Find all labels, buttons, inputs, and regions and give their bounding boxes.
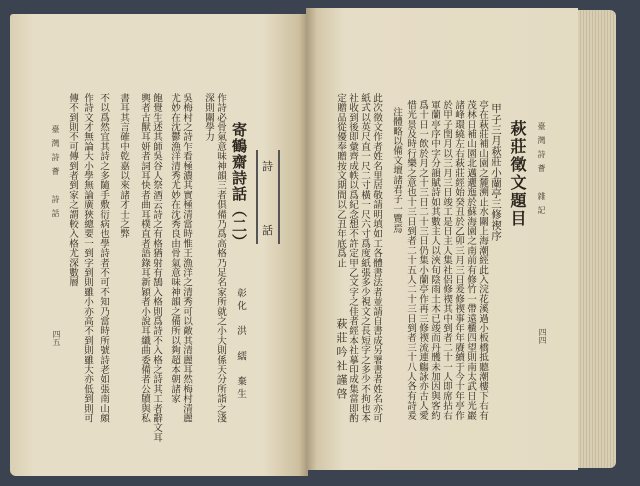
text-column: 亭在萩莊補山園之麓溯止水關上海潮經此入浣花溪過小板橋抵聽潮樓下右有 (477, 100, 488, 421)
text-column: 諸峰環繞左右萩莊經始癸丑於乙卯三月三日爰修禊事年年賡續于今十年亭作 (453, 100, 464, 421)
notice-column: 社收到後即彙齊成帙以爲紀念想不許定甲乙文字之佳者經本社摹印成集當即酌 (347, 93, 358, 423)
left-running-head: 臺灣詩薈 詩話 (51, 125, 60, 223)
notice-column: 紙式以英尺直一尺二寸橫一尺六寸爲度紙張多少視文之長短字之多少不拘也本 (359, 93, 370, 423)
text-column: 尤妙在沈鬱漁洋清秀尤妙在沈秀良由骨氣意味神韻之備所以夠超本朝諸家 (169, 93, 180, 404)
text-column: 於甲子閏月以三月三日竣工是日主人集社侶修禊其中到者二十一人即席拈右 (441, 100, 452, 421)
right-page-title: 萩莊徵文題目 (508, 120, 527, 228)
notice-column: 此次徵文作者姓名里居敬請明填如工各體書法者並請自書成另署書者姓名亦可 (371, 93, 382, 423)
text-column: 惜光景及時行樂之意也十三日到者二十五人二十三日到者三十八人各有詩爰 (405, 100, 416, 421)
section-label-box (256, 150, 280, 244)
text-column: 書耳其言確中乾嘉以來諸才士之弊 (118, 93, 129, 239)
text-column: 不以爲然宜其詩之多隨手敷衍病也學詩者不可不知乃當時所號詩老如張南山頗 (98, 93, 109, 423)
page-edges (578, 10, 616, 468)
text-column: 輿者古獸耳妍者詞耳快者曲耳樸直者語錄耳新穎者小說耳纖曲委備者公牘與私 (139, 93, 150, 423)
text-column: 飽覺生述其師吳谷人祭酒云詩之有格猶射有鵠入格則爲詩不入格之詩其工者辭文耳 (151, 93, 162, 443)
text-column: 吳梅村之詩乍看極濃其實極清當時惟王漁洋之清秀可以敵其清麗耳然梅村清麗 (181, 93, 192, 423)
text-column: 茂林日補山園北邁邐迤於蘇海園之南前有修竹一帶遠櫃四望則南太武日光巖 (465, 100, 476, 421)
text-column: 爲十日一飲於月之十三日二十三日仍集小蘭亭作再三修禊流連觴詠亦古人愛 (417, 100, 428, 421)
right-page-number: 四四 (538, 328, 547, 345)
left-page-title: 寄鶴齋詩話（二） (230, 122, 248, 250)
text-column: 作詩文才無論大小學無論廣狹總要一到字到則雖小亦高不到則雖大亦低到則可 (82, 93, 93, 423)
author-line: 彰化 洪 繻 棄生 (235, 288, 246, 402)
notice-column: 定贈品從優奉贈按文期間以乙丑年底爲止 (335, 93, 346, 268)
text-column: 深則關學力 (203, 93, 214, 142)
right-running-head: 臺灣詩薈 雜記 (537, 122, 546, 220)
section-label-char: 詩 (262, 160, 273, 173)
text-column: 傳不到則不可傳到者到家之謂較入格尤深數層 (67, 93, 78, 287)
text-column: 作詩必骨氣意味神韻三者俱備乃爲高格乃足名家所就之小大則係天分所詣之淺 (215, 93, 226, 423)
section-label-char: 話 (262, 224, 273, 237)
left-page-number: 四五 (52, 330, 61, 347)
text-column: 軍蘭亭序中字分韻賦詩如其數主人以浹旬陰雨土木已竣而丹雘未加因與客約 (429, 100, 440, 421)
signature: 萩莊吟社謹啓 (335, 318, 348, 402)
text-column: 注體略以備文壇諸君子一覽焉 (391, 107, 402, 234)
right-subtitle: 甲子三月萩莊小蘭亭三修禊序 (490, 103, 502, 241)
